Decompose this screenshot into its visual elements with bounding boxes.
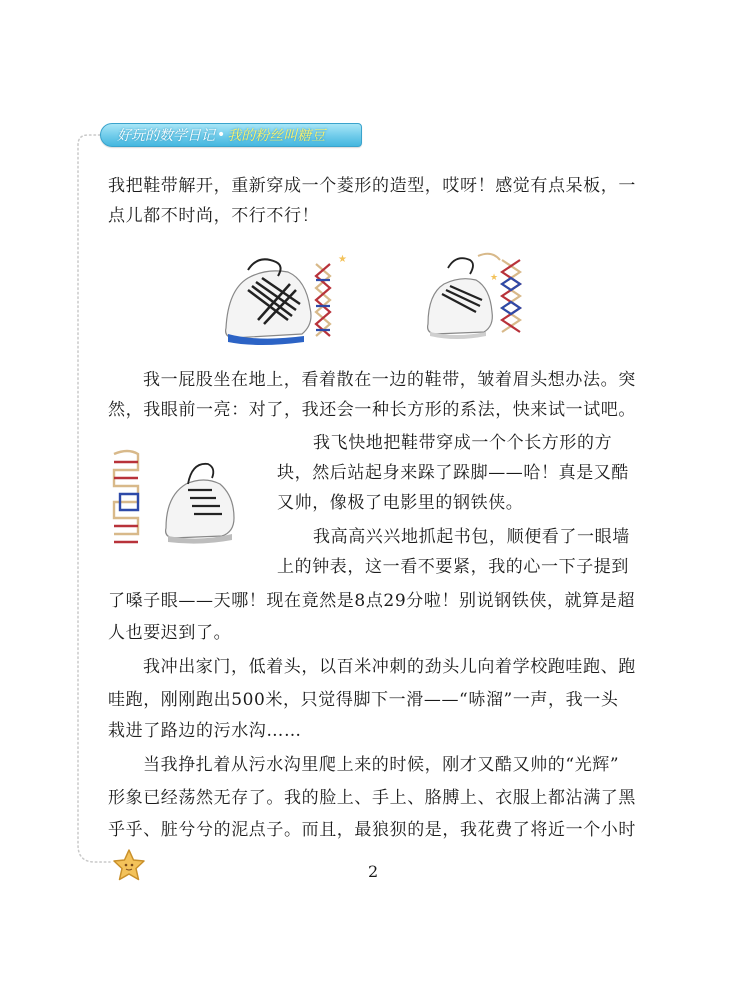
series-title: 好玩的数学日记	[117, 128, 215, 144]
text-line: 我高高兴兴地抓起书包，顺便看了一眼墙	[313, 527, 630, 547]
text-line: 又帅，像极了电影里的钢铁侠。	[277, 493, 524, 513]
text-line: 块，然后站起身来跺了跺脚——哈！真是又酷	[277, 463, 629, 483]
text-line: 然，我眼前一亮：对了，我还会一种长方形的系法，快来试一试吧。	[108, 400, 636, 420]
text-line: 乎乎、脏兮兮的泥点子。而且，最狼狈的是，我花费了将近一个小时	[108, 820, 636, 840]
text-line: 我把鞋带解开，重新穿成一个菱形的造型，哎呀！感觉有点呆板，一	[108, 176, 636, 196]
svg-text:★: ★	[338, 254, 347, 265]
text-line: 栽进了路边的污水沟……	[108, 721, 302, 741]
text-line: 我飞快地把鞋带穿成一个个长方形的方	[313, 433, 613, 453]
text-line: 形象已经荡然无存了。我的脸上、手上、胳膊上、衣服上都沾满了黑	[108, 788, 636, 808]
book-title: 我的粉丝叫糖豆	[227, 128, 326, 144]
text-line: 我一屁股坐在地上，看着散在一边的鞋带，皱着眉头想办法。突	[143, 370, 636, 390]
header-banner	[100, 123, 362, 147]
text-line: 哇跑，刚刚跑出500米，只觉得脚下一滑——“哧溜”一声，我一头	[108, 690, 619, 710]
text-line: 点儿都不时尚，不行不行！	[108, 206, 320, 226]
star-icon	[112, 848, 146, 882]
svg-text:★: ★	[490, 273, 499, 283]
text-line: 人也要迟到了。	[108, 623, 232, 643]
page-number: 2	[368, 862, 379, 881]
text-line: 我冲出家门，低着头，以百米冲刺的劲头儿向着学校跑哇跑、跑	[143, 657, 636, 677]
text-line: 当我挣扎着从污水沟里爬上来的时候，刚才又酷又帅的“光辉”	[143, 755, 620, 775]
text-line: 了嗓子眼——天哪！现在竟然是8点29分啦！别说钢铁侠，就算是超	[108, 591, 636, 611]
shoe-rectangle-lacing-illustration	[108, 444, 240, 548]
shoe-diamond-lacing-illustration	[218, 250, 350, 350]
shoe-x-lacing-illustration	[420, 250, 532, 342]
text-line: 上的钟表，这一看不要紧，我的心一下子提到	[277, 557, 629, 577]
title-separator: •	[217, 127, 226, 143]
